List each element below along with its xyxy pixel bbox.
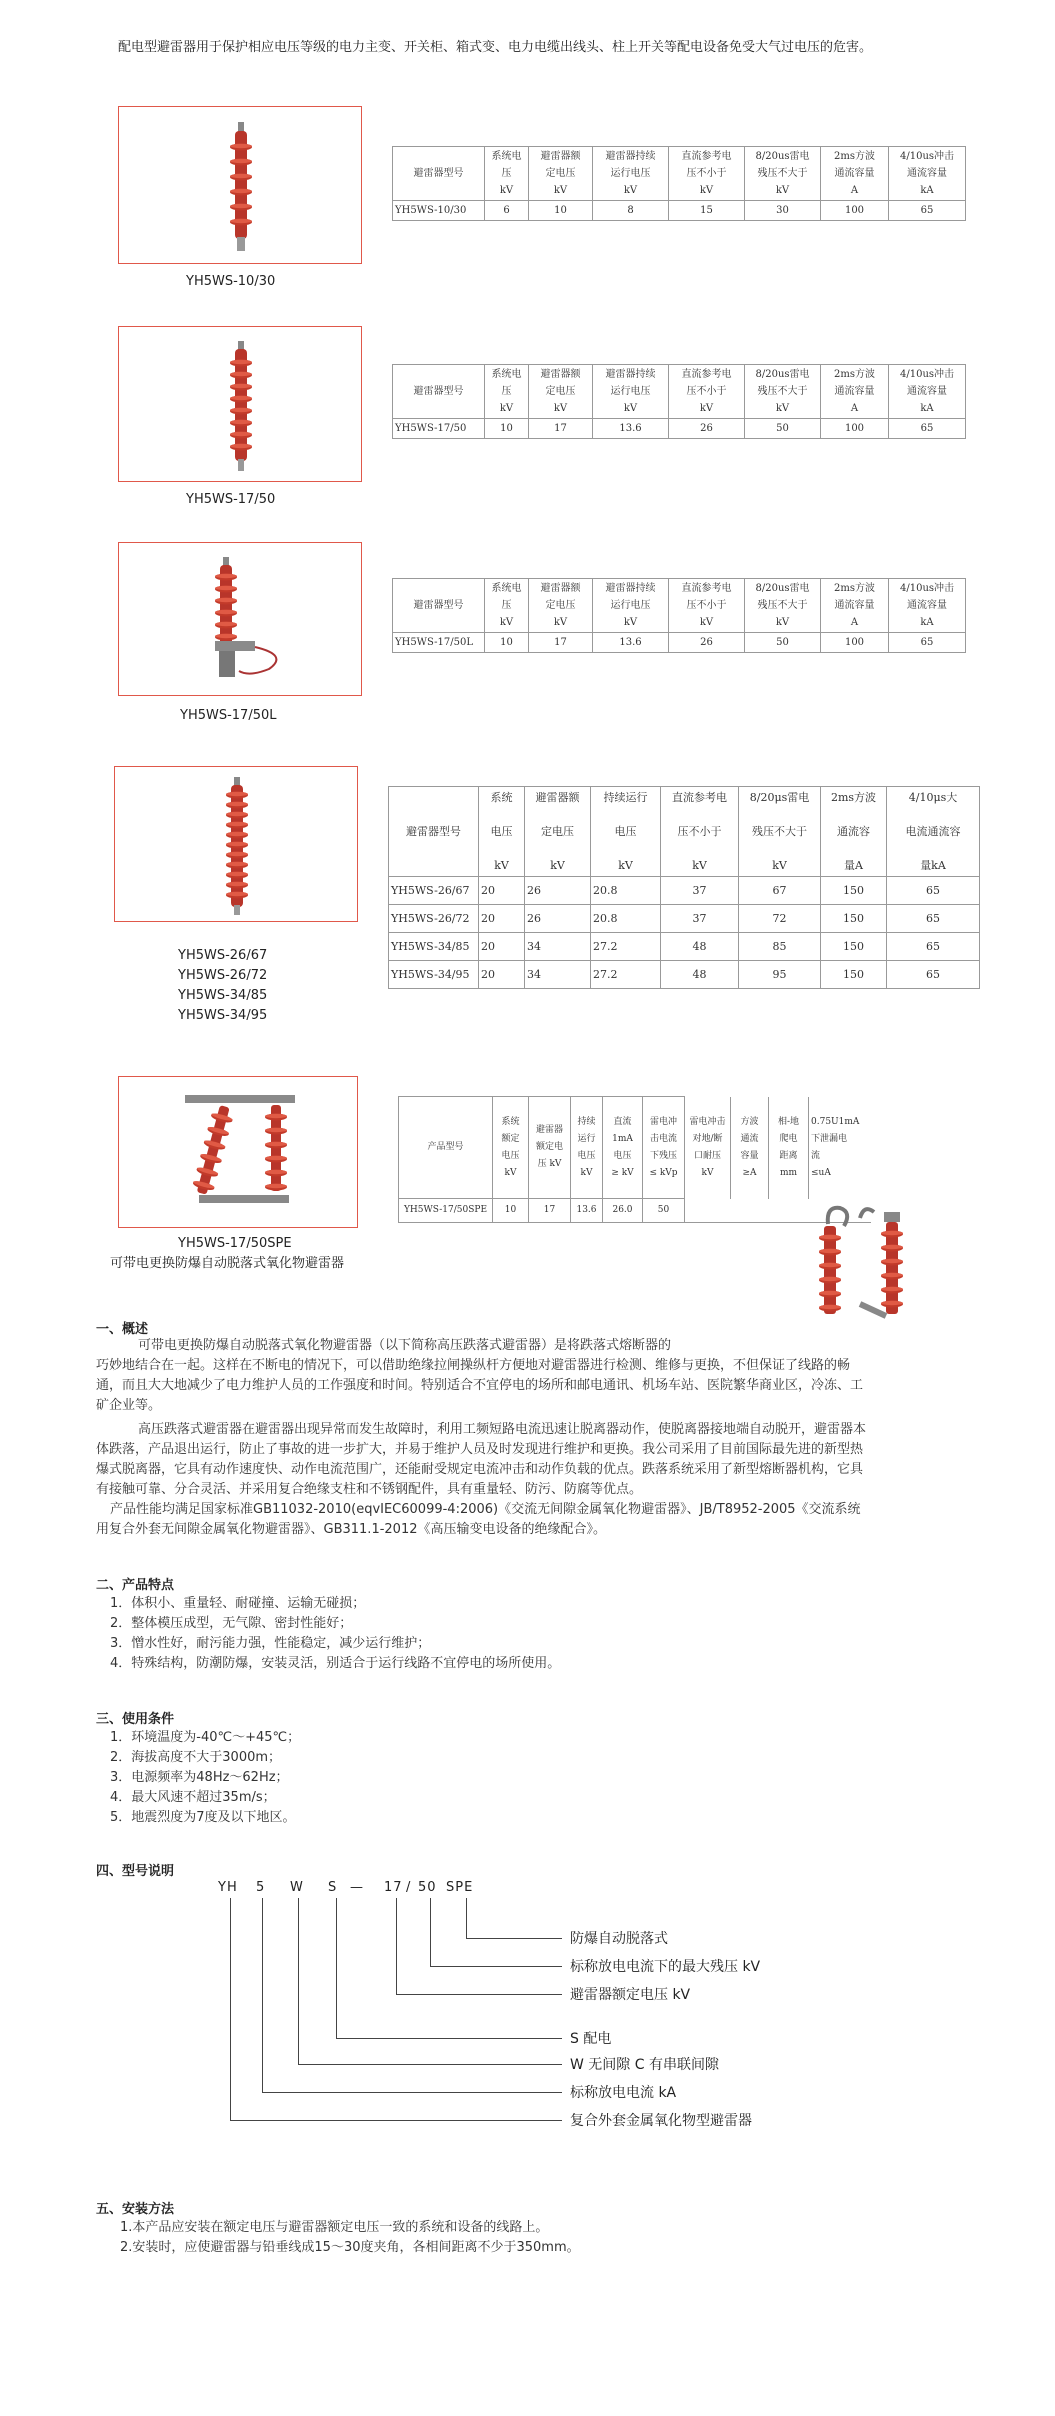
header: 击电流 [649, 1133, 677, 1144]
header: kV [553, 617, 568, 628]
leader-line [466, 1938, 562, 1939]
header: 通流容量 [834, 386, 875, 397]
spec-table [388, 786, 980, 989]
header: 避雷器型号 [393, 365, 485, 419]
header: 残压不大于 [757, 600, 808, 611]
table-cell: 37 [661, 877, 739, 905]
header: kV [504, 1167, 517, 1178]
product-caption: YH5WS-34/95 [178, 1008, 268, 1023]
header: kA [920, 617, 934, 628]
product-image-4 [114, 766, 358, 922]
header: 容量 [740, 1150, 759, 1161]
header: kV [553, 185, 568, 196]
header: 8/20us雷电 [755, 583, 810, 594]
arrester-photo-icon [800, 1204, 950, 1334]
table-cell: 13.6 [593, 633, 669, 653]
header: kV [618, 859, 633, 872]
list-item: 1．体积小、重量轻、耐碰撞、运输无碰损； [110, 1596, 366, 1611]
table-cell: 26.0 [603, 1199, 643, 1223]
product-caption: YH5WS-10/30 [186, 274, 276, 289]
header: 避雷器持续 [605, 151, 656, 162]
header: kV [550, 859, 565, 872]
table-cell: 150 [821, 933, 887, 961]
header: kV [775, 403, 790, 414]
header: 方波 [740, 1116, 759, 1127]
header: ≥A [742, 1167, 757, 1178]
table-cell: 150 [821, 961, 887, 989]
table-cell: 8 [593, 201, 669, 221]
header: 8/20μs雷电 [749, 791, 810, 804]
header: 下残压 [649, 1150, 677, 1161]
header: kV [699, 617, 714, 628]
header: 避雷器型号 [393, 579, 485, 633]
header: 系统电 [491, 151, 522, 162]
header: 系统电 [491, 369, 522, 380]
header: 8/20us雷电 [755, 369, 810, 380]
header: kV [772, 859, 787, 872]
table-cell: 34 [525, 961, 591, 989]
paragraph-line: 矿企业等。 [96, 1398, 162, 1413]
header: A [850, 617, 859, 628]
arrester-icon [119, 327, 363, 483]
table-row [393, 201, 966, 221]
table-cell: 48 [661, 961, 739, 989]
table-cell: 26 [669, 419, 745, 439]
table-cell: 10 [529, 201, 593, 221]
header: 通流容 [837, 825, 870, 838]
table-cell: 100 [821, 633, 889, 653]
model-part: S [328, 1880, 338, 1895]
model-part: W [290, 1880, 304, 1895]
leader-line [466, 1898, 467, 1938]
header: 对地/断 [692, 1133, 723, 1144]
header: 避雷器额 [540, 369, 581, 380]
table-row [389, 933, 980, 961]
table-cell: 67 [739, 877, 821, 905]
product-image-3 [118, 542, 362, 696]
header: kV [699, 185, 714, 196]
list-item: 3．电源频率为48Hz～62Hz； [110, 1770, 289, 1785]
product-caption: YH5WS-17/50 [186, 492, 276, 507]
leader-line [298, 2064, 562, 2065]
header: 电压 [490, 825, 513, 838]
paragraph-line: 通，而且大大地减少了电力维护人员的工作强度和时间。特别适合不宜停电的场所和邮电通讯、机场车站、医院繁华商业区，冷冻、工 [96, 1378, 864, 1393]
leader-line [430, 1898, 431, 1966]
table-cell: 20 [479, 961, 525, 989]
model-desc: 复合外套金属氧化物型避雷器 [570, 2113, 752, 2129]
paragraph-line: 可带电更换防爆自动脱落式氧化物避雷器（以下简称高压跌落式避雷器）是将跌落式熔断器的 [138, 1338, 672, 1353]
table-cell: 20.8 [591, 905, 661, 933]
product-image-5 [118, 1076, 358, 1228]
model-desc: S 配电 [570, 2031, 612, 2047]
table-cell: 30 [745, 201, 821, 221]
header: kV [692, 859, 707, 872]
table-row [389, 877, 980, 905]
header: kV [553, 403, 568, 414]
table-cell: 27.2 [591, 961, 661, 989]
header: kV [499, 403, 514, 414]
table-cell: 150 [821, 877, 887, 905]
header: 4/10us冲击 [899, 583, 955, 594]
header: 持续 [577, 1116, 596, 1127]
header: 通流容量 [834, 168, 875, 179]
header: 电流通流容 [905, 825, 961, 838]
header: 系统 [501, 1116, 520, 1127]
table-row [389, 905, 980, 933]
table-cell: 17 [529, 633, 593, 653]
product-caption: YH5WS-34/85 [178, 988, 268, 1003]
header: 4/10us冲击 [899, 369, 955, 380]
header: ≤ kVp [649, 1167, 678, 1178]
header: 通流 [740, 1133, 759, 1144]
table-row [393, 633, 966, 653]
table-cell: 72 [739, 905, 821, 933]
intro-text: 配电型避雷器用于保护相应电压等级的电力主变、开关柜、箱式变、电力电缆出线头、柱上开关等配电设备免受大气过电压的危害。 [118, 40, 873, 55]
table-cell: YH5WS-34/95 [389, 961, 479, 989]
table-row [389, 961, 980, 989]
header: 2ms方波 [830, 791, 877, 804]
header: 压不小于 [677, 825, 722, 838]
header: A [850, 403, 859, 414]
header: 电压 [501, 1150, 520, 1161]
header: ≤uA [811, 1167, 831, 1178]
header: 直流参考电 [681, 583, 732, 594]
header: 直流参考电 [681, 369, 732, 380]
header: 直流参考电 [672, 791, 727, 804]
header: 口耐压 [693, 1150, 721, 1161]
table-cell: 100 [821, 201, 889, 221]
header: 避雷器型号 [393, 147, 485, 201]
leader-line [298, 1898, 299, 2064]
section-title: 一、概述 [96, 1322, 149, 1337]
model-desc: W 无间隙 C 有串联间隙 [570, 2057, 719, 2073]
paragraph-line: 巧妙地结合在一起。这样在不断电的情况下，可以借助绝缘拉闸操纵杆方便地对避雷器进行检测、维修与更换，不但保证了线路的畅 [96, 1358, 851, 1373]
table-cell: YH5WS-34/85 [389, 933, 479, 961]
header: 系统 [490, 791, 513, 804]
header: 额定 [501, 1133, 520, 1144]
model-part: / [406, 1880, 412, 1895]
list-item: 5．地震烈度为7度及以下地区。 [110, 1810, 296, 1825]
header: 避雷器 [535, 1125, 563, 1135]
header: kV [623, 185, 638, 196]
list-item: 1．环境温度为-40℃～+45℃； [110, 1730, 301, 1745]
table-cell: 26 [669, 633, 745, 653]
table-cell: YH5WS-10/30 [393, 201, 485, 221]
header: 持续运行 [603, 791, 648, 804]
header: 定电压 [545, 600, 576, 611]
paragraph-line: 爆式脱离器，它具有动作速度快、动作电流范围广，还能耐受规定电流冲击和动作负载的优点。跌落系统采用了新型熔断器机构，它具 [96, 1462, 864, 1477]
header: 通流容量 [907, 386, 947, 397]
header: 压 kV [537, 1159, 562, 1169]
table-cell: 65 [887, 905, 980, 933]
header: 直流参考电 [681, 151, 732, 162]
header: 流 [811, 1150, 821, 1161]
header: 爬电 [779, 1133, 798, 1144]
list-item: 2．整体模压成型，无气隙、密封性能好； [110, 1616, 353, 1631]
table-cell: 17 [529, 1199, 571, 1223]
header: 压不小于 [686, 600, 727, 611]
header: 避雷器型号 [389, 787, 479, 877]
leader-line [230, 2120, 562, 2121]
header: 残压不大于 [757, 168, 808, 179]
header: 系统电 [491, 583, 522, 594]
table-cell: 20.8 [591, 877, 661, 905]
header: 8/20us雷电 [755, 151, 810, 162]
table-cell: 34 [525, 933, 591, 961]
header: 运行电压 [610, 600, 651, 611]
header: 压不小于 [686, 386, 727, 397]
table-cell: 150 [821, 905, 887, 933]
table-cell: 50 [745, 633, 821, 653]
header: 运行电压 [610, 386, 651, 397]
table-cell: 10 [485, 633, 529, 653]
table-cell: 15 [669, 201, 745, 221]
header: 电压 [577, 1150, 596, 1161]
table-cell: 50 [745, 419, 821, 439]
header: 运行电压 [610, 168, 651, 179]
model-part: 5 [256, 1880, 266, 1895]
table-cell: 17 [529, 419, 593, 439]
model-part: SPE [446, 1880, 474, 1895]
header: 产品型号 [399, 1097, 493, 1199]
header: kV [499, 185, 514, 196]
header: 通流容量 [907, 600, 947, 611]
header: 定电压 [545, 168, 576, 179]
leader-line [396, 1994, 562, 1995]
table-cell: 26 [525, 905, 591, 933]
header: 压不小于 [686, 168, 727, 179]
header: 直流 [613, 1116, 632, 1127]
header: 残压不大于 [757, 386, 808, 397]
table-cell: 13.6 [593, 419, 669, 439]
header: 避雷器持续 [605, 369, 656, 380]
table-cell: 85 [739, 933, 821, 961]
product-caption: YH5WS-26/67 [178, 948, 268, 963]
header: 避雷器额 [540, 583, 581, 594]
leader-line [262, 2092, 562, 2093]
leader-line [430, 1966, 562, 1967]
header: kV [580, 1167, 593, 1178]
table-cell: YH5WS-17/50SPE [399, 1199, 493, 1223]
header: kV [775, 185, 790, 196]
section-title: 四、型号说明 [96, 1864, 175, 1879]
leader-line [230, 1898, 231, 2120]
table-cell: 26 [525, 877, 591, 905]
table-cell: 95 [739, 961, 821, 989]
list-item: 2．海拔高度不大于3000m； [110, 1750, 282, 1765]
header: 4/10us冲击 [899, 151, 955, 162]
table-cell: 65 [889, 419, 966, 439]
table-cell: 100 [821, 419, 889, 439]
table-cell: 65 [889, 201, 966, 221]
table-cell: YH5WS-26/72 [389, 905, 479, 933]
arrester-icon [119, 543, 363, 697]
header: 通流容量 [834, 600, 875, 611]
section-title: 五、安装方法 [96, 2202, 175, 2217]
header: 0.75U1mA [811, 1116, 860, 1127]
leader-line [396, 1898, 397, 1994]
model-part: 17 [384, 1880, 403, 1895]
table-cell: 10 [493, 1199, 529, 1223]
header: kV [775, 617, 790, 628]
product-caption: YH5WS-17/50L [180, 708, 277, 723]
table-cell: 50 [643, 1199, 685, 1223]
list-item: 3．憎水性好，耐污能力强，性能稳定，减少运行维护； [110, 1636, 431, 1651]
model-part: YH [218, 1880, 238, 1895]
product-image-2 [118, 326, 362, 482]
table-cell: 37 [661, 905, 739, 933]
paragraph-line: 体跌落，产品退出运行，防止了事故的进一步扩大，并易于维护人员及时发现进行维护和更换。我公司采用了目前国际最先进的新型热 [96, 1442, 864, 1457]
table-cell: 65 [887, 933, 980, 961]
header: 避雷器额 [540, 151, 581, 162]
arrester-icon [119, 107, 363, 265]
table-cell: 27.2 [591, 933, 661, 961]
arrester-icon [115, 767, 359, 923]
arrester-icon [119, 1077, 359, 1229]
header: 下泄漏电 [811, 1133, 848, 1144]
list-item: 4．最大风速不超过35m/s； [110, 1790, 276, 1805]
list-item: 2.安装时，应使避雷器与铅垂线成15～30度夹角，各相间距离不少于350mm。 [120, 2240, 580, 2255]
header: 量A [844, 859, 863, 872]
leader-line [336, 2038, 562, 2039]
header: 相-地 [777, 1116, 800, 1127]
table-cell: 65 [887, 961, 980, 989]
header: 运行 [577, 1133, 596, 1144]
header: kV [623, 403, 638, 414]
table-cell: 65 [887, 877, 980, 905]
section-title: 三、使用条件 [96, 1712, 175, 1727]
header: 2ms方波 [834, 369, 875, 380]
header: kV [699, 403, 714, 414]
header: 4/10μs大 [908, 791, 958, 804]
paragraph-line: 用复合外套无间隙金属氧化物避雷器》、GB311.1-2012《高压输变电设备的绝缘配合》。 [96, 1522, 606, 1537]
header: 压 [501, 168, 512, 179]
header: 2ms方波 [834, 583, 875, 594]
header: 雷电冲击 [689, 1116, 726, 1127]
header: kA [920, 185, 934, 196]
model-desc: 标称放电电流下的最大残压 kV [570, 1959, 761, 1975]
header: mm [779, 1167, 798, 1178]
model-part: 50 [418, 1880, 437, 1895]
spec-table [392, 364, 966, 439]
header: 2ms方波 [834, 151, 875, 162]
model-desc: 避雷器额定电压 kV [570, 1987, 691, 2003]
model-desc: 标称放电电流 kA [570, 2085, 677, 2101]
header: kV [499, 617, 514, 628]
table-cell: YH5WS-17/50 [393, 419, 485, 439]
table-cell: 48 [661, 933, 739, 961]
leader-line [336, 1898, 337, 2038]
leader-line [262, 1898, 263, 2092]
header: 通流容量 [907, 168, 947, 179]
list-item: 1.本产品应安装在额定电压与避雷器额定电压一致的系统和设备的线路上。 [120, 2220, 549, 2235]
paragraph-line: 高压跌落式避雷器在避雷器出现异常而发生故障时，利用工频短路电流迅速让脱离器动作，使脱离器接地端自动脱开，避雷器本 [138, 1422, 867, 1437]
paragraph-line: 产品性能均满足国家标准GB11032-2010(eqvIEC60099-4:2006)《交流无间隙金属氧化物避雷器》、JB/T8952-2005《交流系统 [110, 1502, 861, 1517]
spec-table [392, 578, 966, 653]
header: 额定电 [535, 1142, 563, 1152]
header: 压 [501, 600, 512, 611]
table-cell: 20 [479, 877, 525, 905]
table-cell: 20 [479, 933, 525, 961]
table-cell: 10 [485, 419, 529, 439]
table-cell: YH5WS-26/67 [389, 877, 479, 905]
product-caption: YH5WS-26/72 [178, 968, 268, 983]
product-caption: YH5WS-17/50SPE [178, 1236, 292, 1251]
header: kV [494, 859, 509, 872]
header: kV [623, 617, 638, 628]
header: 避雷器额 [535, 791, 580, 804]
header: ≥ kV [611, 1167, 634, 1178]
header: 1mA [612, 1133, 633, 1144]
header: 压 [501, 386, 512, 397]
header: 量kA [920, 859, 946, 872]
table-cell: 65 [889, 633, 966, 653]
header: kA [920, 403, 934, 414]
table-cell: YH5WS-17/50L [393, 633, 485, 653]
list-item: 4．特殊结构，防潮防爆，安装灵活，别适合于运行线路不宜停电的场所使用。 [110, 1656, 561, 1671]
paragraph-line: 有接触可靠、分合灵活、并采用复合绝缘支柱和不锈钢配件，具有重量轻、防污、防腐等优点。 [96, 1482, 643, 1497]
header: 定电压 [545, 386, 576, 397]
table-cell: 13.6 [571, 1199, 603, 1223]
section-title: 二、产品特点 [96, 1578, 175, 1593]
product-image-1 [118, 106, 362, 264]
table-cell: 20 [479, 905, 525, 933]
header: 电压 [613, 1150, 632, 1161]
model-part: — [350, 1880, 364, 1895]
header: 雷电冲 [649, 1116, 677, 1127]
spec-table [392, 146, 966, 221]
header: kV [701, 1167, 714, 1178]
header: 距离 [779, 1150, 798, 1161]
header: 电压 [614, 825, 637, 838]
header: 避雷器持续 [605, 583, 656, 594]
header: 定电压 [541, 825, 574, 838]
table-row [393, 419, 966, 439]
header: A [850, 185, 859, 196]
product-caption-desc: 可带电更换防爆自动脱落式氧化物避雷器 [110, 1256, 345, 1271]
table-cell: 6 [485, 201, 529, 221]
header: 残压不大于 [752, 825, 807, 838]
model-desc: 防爆自动脱落式 [570, 1931, 668, 1947]
